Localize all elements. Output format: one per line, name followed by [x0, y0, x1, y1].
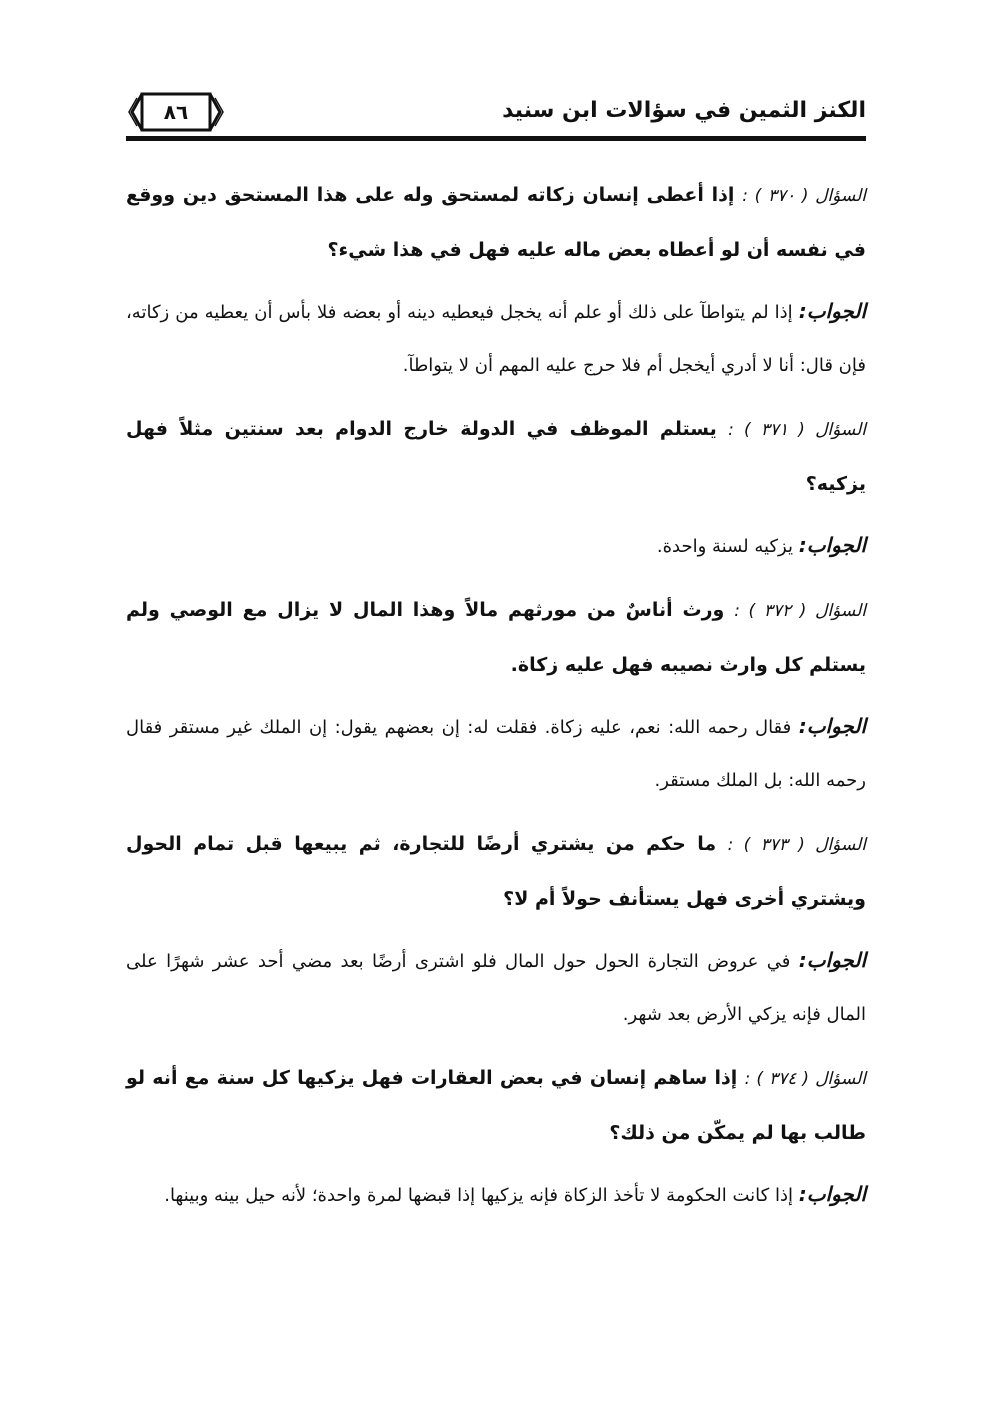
answer-label: الجواب:: [798, 1182, 866, 1206]
answer-label: الجواب:: [798, 714, 866, 738]
question-370: [126, 168, 866, 277]
question-373: [126, 817, 866, 926]
question-371: [126, 402, 866, 511]
answer-text: إذا لم يتواطآ على ذلك أو علم أنه يخجل فيعطيه دينه أو بعضه فلا بأس أن يعطيه من زكاته، فإن قال: أنا لا أدري أيخجل أم فلا حرج عليه المهم أن لا يتواطآ.: [126, 302, 866, 376]
answer-374: [126, 1168, 866, 1222]
page-body: [126, 168, 866, 1232]
question-374: [126, 1051, 866, 1160]
answer-373: [126, 934, 866, 1041]
question-label: السؤال ( ٣٧٢ ) :: [734, 601, 866, 621]
page-header: [126, 92, 866, 136]
answer-text: فقال رحمه الله: نعم، عليه زكاة. فقلت له: إن بعضهم يقول: إن الملك غير مستقر فقال رحمه الله: بل الملك مستقر.: [126, 717, 866, 791]
answer-label: الجواب:: [798, 948, 866, 972]
answer-label: الجواب:: [798, 299, 866, 323]
answer-text: إذا كانت الحكومة لا تأخذ الزكاة فإنه يزكيها إذا قبضها لمرة واحدة؛ لأنه حيل بينه وبينها.: [164, 1185, 793, 1206]
answer-371: [126, 519, 866, 573]
question-text: ما حكم من يشتري أرضًا للتجارة، ثم يبيعها قبل تمام الحول ويشتري أخرى فهل يستأنف حولاً أم لا؟: [126, 833, 866, 910]
question-text: يستلم الموظف في الدولة خارج الدوام بعد سنتين مثلاً فهل يزكيه؟: [126, 418, 866, 495]
book-title: الكنز الثمين في سؤالات ابن سنيد: [502, 98, 866, 123]
question-label: السؤال ( ٣٧٠ ) :: [742, 186, 866, 206]
question-label: السؤال ( ٣٧٣ ) :: [727, 835, 866, 855]
question-label: السؤال ( ٣٧١ ) :: [728, 420, 866, 440]
header-rule: [126, 136, 866, 141]
answer-label: الجواب:: [798, 533, 866, 557]
question-text: ورث أناسٌ من مورثهم مالاً وهذا المال لا يزال مع الوصي ولم يستلم كل وارث نصيبه فهل عليه زكاة.: [126, 599, 866, 676]
answer-text: يزكيه لسنة واحدة.: [656, 536, 793, 557]
question-372: [126, 583, 866, 692]
page-number-frame: [128, 92, 224, 132]
question-text: إذا أعطى إنسان زكاته لمستحق وله على هذا المستحق دين ووقع في نفسه أن لو أعطاه بعض ماله عليه فهل في هذا شيء؟: [126, 184, 866, 261]
question-label: السؤال ( ٣٧٤ ) :: [744, 1069, 866, 1089]
answer-372: [126, 700, 866, 807]
answer-text: في عروض التجارة الحول حول المال فلو اشترى أرضًا بعد مضي أحد عشر شهرًا على المال فإنه يزكي الأرض بعد شهر.: [126, 951, 866, 1025]
page-number: ٨٦: [163, 100, 189, 124]
answer-370: [126, 285, 866, 392]
question-text: إذا ساهم إنسان في بعض العقارات فهل يزكيها كل سنة مع أنه لو طالب بها لم يمكّن من ذلك؟: [126, 1067, 866, 1144]
